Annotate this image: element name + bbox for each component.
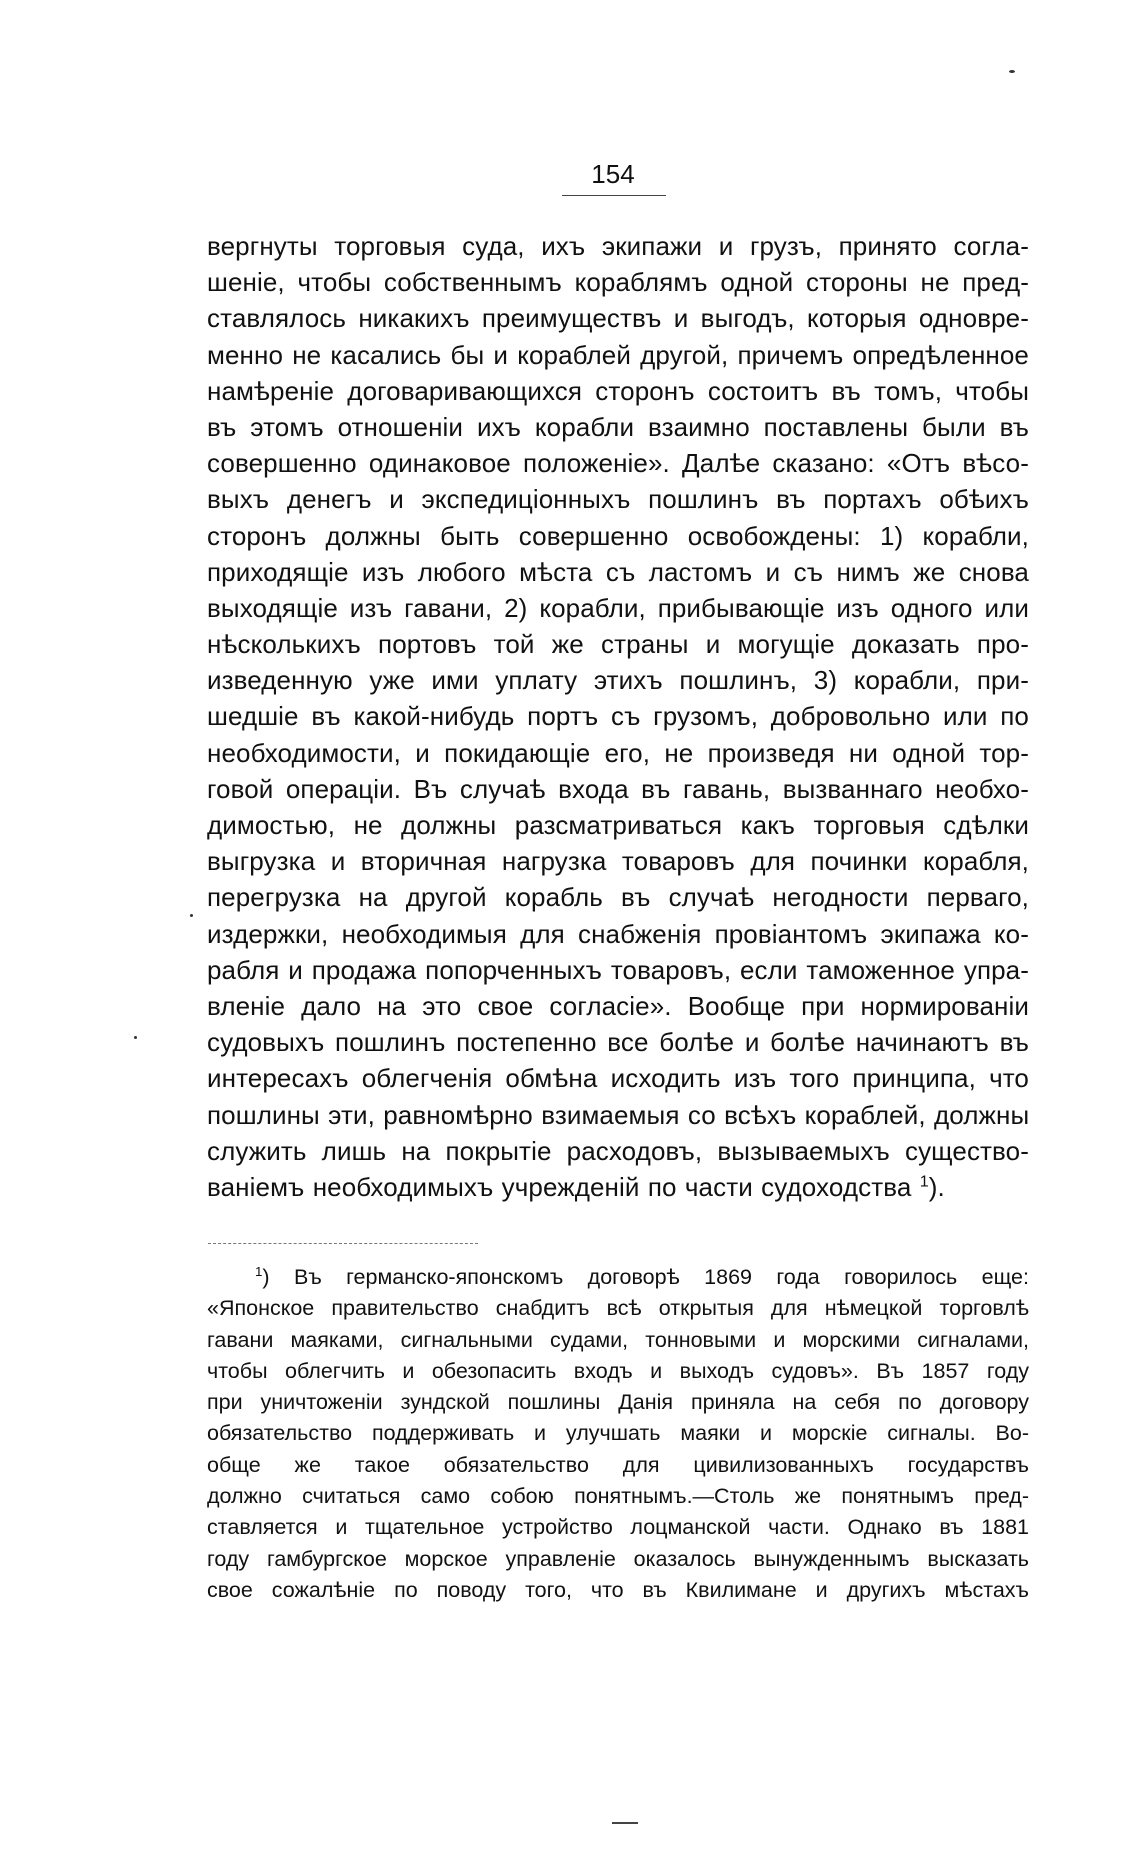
text-line: вергнуты торговыя суда, ихъ экипажи и грузъ, принято согла- [207,231,1029,261]
text-line: сторонъ должны быть совершенно освобождены: 1) корабли, [207,520,1029,551]
footnote-mark: 1 [255,1263,263,1279]
text-line: изведенную уже ими уплату этихъ пошлинъ, 3) корабли, при- [207,665,1029,696]
last-line-text: ваніемъ необходимыхъ учрежденій по части судоходства [207,1171,920,1202]
text-line: въ этомъ отношеніи ихъ корабли взаимно поставлены были въ [207,411,1029,442]
text-line: менно не касались бы и кораблей другой, причемъ опредѣленное [207,339,1029,370]
footnote-line: году гамбургское морское управленіе оказалось вынужденнымъ высказать [207,1546,1029,1571]
text-line: необходимости, и покидающіе его, не произведя ни одной тор- [207,737,1029,768]
scan-speck [1009,70,1015,73]
text-line: намѣреніе договаривающихся сторонъ состоитъ въ томъ, чтобы [207,375,1029,406]
footnote-line: обще же такое обязательство для цивилизованныхъ государствъ [207,1452,1029,1477]
text-line-last [207,1169,1029,1205]
footnote-line: гавани маяками, сигнальными судами, тонновыми и морскими сигналами, [207,1327,1029,1352]
footnote [207,1262,1029,1606]
text-line: выгрузка и вторичная нагрузка товаровъ для починки корабля, [207,846,1029,877]
text-line: пошлины эти, равномѣрно взимаемыя со всѣхъ кораблей, должны [207,1099,1030,1130]
footnote-line-first [207,1262,1029,1293]
text-line: выхъ денегъ и экспедиціонныхъ пошлинъ въ портахъ обѣихъ [207,484,1029,515]
scan-speck [190,914,193,917]
page-number: 154 [591,159,635,189]
footnote-line: чтобы облегчить и обезопасить входъ и выходъ судовъ». Въ 1857 году [207,1358,1029,1383]
text-line: интересахъ облегченія обмѣна исходить изъ того принципа, что [207,1063,1029,1094]
footnote-line: ставляется и тщательное устройство лоцманской части. Однако въ 1881 [207,1515,1029,1540]
last-line-end: ). [928,1171,945,1202]
text-line: издержки, необходимыя для снабженія провіантомъ экипажа ко- [207,918,1029,949]
main-text [207,228,1029,1205]
text-line: вленіе дало на это свое согласіе». Вообще при нормированіи [207,990,1029,1021]
text-line: судовыхъ пошлинъ постепенно все болѣе и болѣе начинаютъ въ [207,1027,1029,1058]
text-line: нѣсколькихъ портовъ той же страны и могущіе доказать про- [207,629,1029,660]
text-line: служить лишь на покрытіе расходовъ, вызываемыхъ существо- [207,1135,1029,1166]
text-line: говой операціи. Въ случаѣ входа въ гавань, вызваннаго необхо- [207,773,1029,804]
text-line: ставлялось никакихъ преимуществъ и выгодъ, которыя одновре- [207,303,1029,334]
text-line: шеніе, чтобы собственнымъ кораблямъ одной стороны не пред- [207,267,1029,298]
footnote-line: «Японское правительство снабдитъ всѣ открытыя для нѣмецкой торговлѣ [207,1296,1029,1321]
footnote-line: обязательство поддерживать и улучшать маяки и морскіе сигналы. Во- [207,1421,1029,1446]
footnote-line: свое сожалѣніе по поводу того, что въ Квилимане и другихъ мѣстахъ [207,1577,1029,1602]
page-number-rule [562,195,666,196]
footnote-line: должно считаться само собою понятнымъ.—Столь же понятнымъ пред- [207,1484,1029,1509]
text-line: приходящіе изъ любого мѣста съ ластомъ и съ нимъ же снова [207,556,1029,587]
footnote-line: при уничтоженіи зундской пошлины Данія приняла на себя по договору [207,1390,1029,1415]
scan-speck [134,1036,137,1039]
footnote-first-line-text: ) Въ германско-японскомъ договорѣ 1869 года говорилось еще: [262,1265,1029,1289]
scan-bottom-mark [612,1822,638,1824]
text-line: шедшіе въ какой-нибудь портъ съ грузомъ, добровольно или по [207,701,1029,732]
footnote-reference-mark: 1 [919,1172,929,1191]
footnote-separator [208,1243,478,1244]
text-line: рабля и продажа попорченныхъ товаровъ, если таможенное упра- [207,954,1029,985]
text-line: выходящіе изъ гавани, 2) корабли, прибывающіе изъ одного или [207,592,1029,623]
text-line: совершенно одинаковое положеніе». Далѣе сказано: «Отъ вѣсо- [207,448,1029,479]
text-line: перегрузка на другой корабль въ случаѣ негодности перваго, [207,882,1029,913]
text-line: димостью, не должны разсматриваться какъ торговыя сдѣлки [207,810,1029,840]
